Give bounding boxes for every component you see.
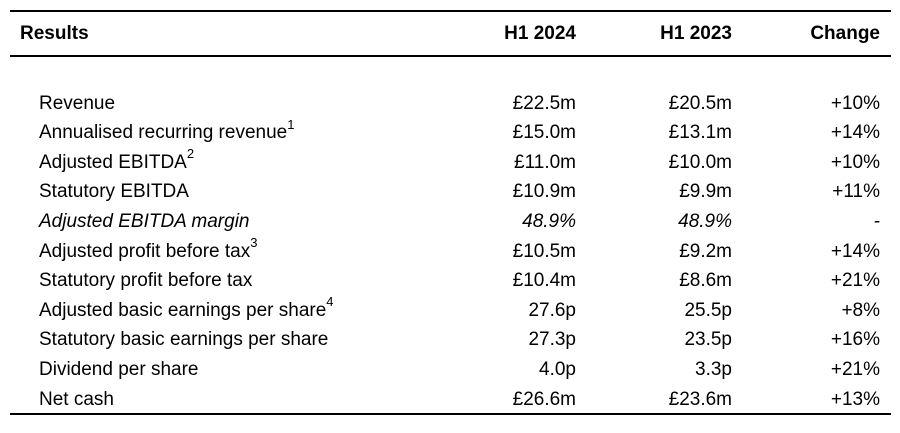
footnote-marker: 3: [250, 235, 258, 251]
table-row: [10, 292, 891, 322]
row-label: Statutory basic earnings per share: [39, 329, 329, 351]
row-label: Revenue: [39, 92, 116, 114]
spacer-row: [10, 56, 891, 85]
table-row: [10, 144, 891, 174]
table-row: [10, 203, 891, 233]
value-h1-2023: £9.9m: [679, 181, 732, 203]
value-h1-2024: 4.0p: [539, 358, 576, 380]
value-h1-2023: 25.5p: [684, 299, 732, 321]
row-label: Dividend per share: [39, 358, 199, 380]
footnote-marker: 2: [186, 146, 195, 162]
header-h1-2024: H1 2024: [446, 11, 576, 56]
header-h1-2023: H1 2023: [576, 11, 732, 56]
value-h1-2024: 27.3p: [528, 329, 576, 351]
value-change: +21%: [830, 358, 880, 380]
table-row: [10, 85, 891, 115]
footnote-marker: 4: [326, 294, 334, 310]
row-label: Adjusted profit before tax$^3$: [39, 235, 258, 262]
row-label: Adjusted EBITDA$^2$: [39, 146, 195, 173]
table-row: [10, 174, 891, 204]
value-change: +14%: [830, 122, 880, 144]
value-h1-2024: £10.4m: [512, 270, 576, 292]
value-h1-2023: £10.0m: [668, 151, 732, 173]
value-h1-2023: 23.5p: [684, 329, 732, 351]
value-change: +8%: [841, 299, 880, 321]
value-h1-2023: 3.3p: [695, 358, 732, 380]
value-h1-2024: 48.9%: [522, 210, 576, 232]
value-h1-2023: £9.2m: [679, 240, 732, 262]
row-label: Net cash: [10, 381, 446, 414]
header-results: Results: [10, 11, 446, 56]
value-change: +21%: [830, 270, 880, 292]
value-h1-2024: £10.9m: [512, 181, 576, 203]
value-h1-2024: 27.6p: [528, 299, 576, 321]
value-change: +13%: [732, 381, 891, 414]
row-label: Statutory profit before tax: [39, 270, 253, 292]
value-change: +10%: [830, 151, 880, 173]
value-h1-2023: 48.9%: [678, 210, 732, 232]
value-change: +14%: [830, 240, 880, 262]
row-label: Adjusted basic earnings per share$^4$: [39, 294, 334, 321]
row-label: Statutory EBITDA: [39, 181, 189, 203]
results-table-container: [10, 10, 891, 415]
value-change: -: [873, 210, 880, 232]
value-h1-2023: £8.6m: [679, 270, 732, 292]
value-h1-2024: £11.0m: [514, 151, 576, 173]
value-h1-2023: £20.5m: [668, 92, 732, 114]
results-table: [10, 10, 891, 415]
table-row: [10, 322, 891, 352]
value-change: +11%: [832, 181, 880, 203]
value-change: +10%: [830, 92, 880, 114]
value-h1-2024: £15.0m: [512, 122, 576, 144]
value-h1-2024: £26.6m: [446, 381, 576, 414]
table-row: [10, 115, 891, 145]
header-change: Change: [732, 11, 891, 56]
table-row: [10, 351, 891, 381]
value-h1-2023: £23.6m: [576, 381, 732, 414]
value-h1-2023: £13.1m: [668, 122, 732, 144]
table-row: [10, 381, 891, 414]
table-row: [10, 263, 891, 293]
value-change: +16%: [830, 329, 880, 351]
value-h1-2024: £22.5m: [512, 92, 576, 114]
value-h1-2024: £10.5m: [512, 240, 576, 262]
row-label: Annualised recurring revenue$^1$: [39, 116, 295, 144]
table-row: [10, 233, 891, 263]
footnote-marker: 1: [287, 116, 295, 132]
row-label: Adjusted EBITDA margin: [39, 210, 250, 232]
table-header-row: [10, 11, 891, 56]
